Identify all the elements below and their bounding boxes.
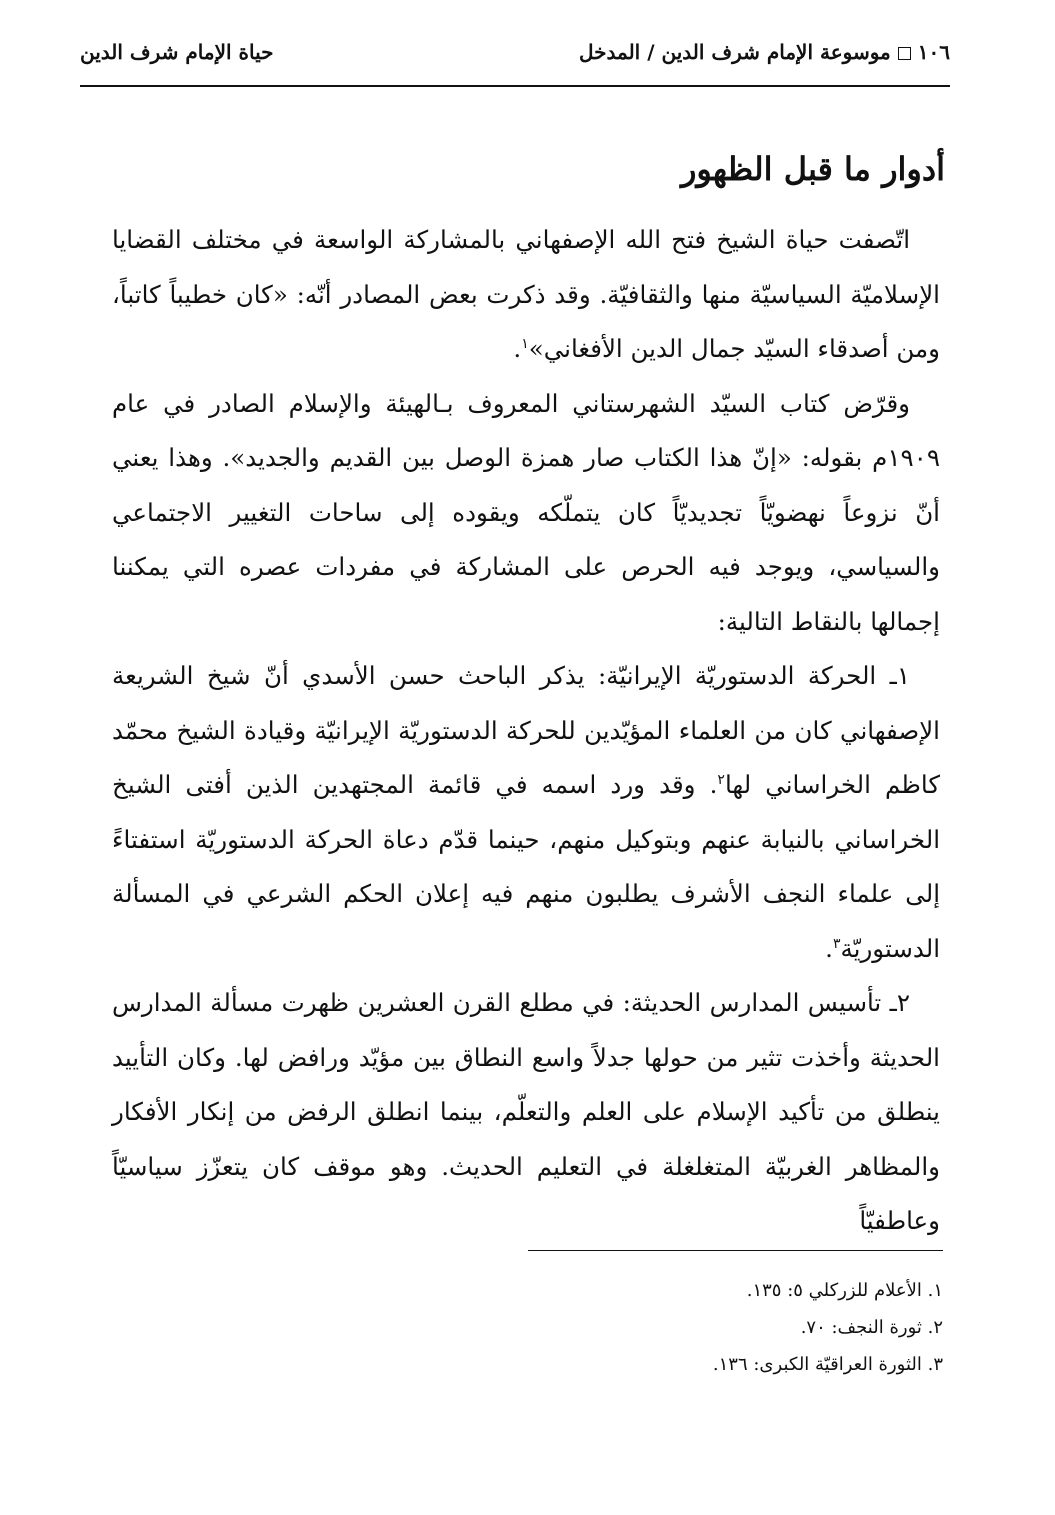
footnote-2: ٢. ثورة النجف: ٧٠.: [800, 1317, 943, 1338]
paragraph-tail: .: [513, 334, 522, 363]
header-divider: [80, 85, 950, 87]
paragraph-text: ٢ـ تأسيس المدارس الحديثة: في مطلع القرن العشرين ظهرت مسألة المدارس الحديثة وأخذت تثير من حولها جدلاً واسع النطاق بين مؤيّد ورافض لها. وكان التأييد ينطلق من تأكيد الإسلام على العلم والتعلّم، بينما انطلق الرفض من إنكار الأفكار والمظاهر الغربيّة المتغلغلة في التعليم الحديث. وهو موقف كان يتعزّز سياسيّاً وعاطفيّاً: [112, 988, 940, 1235]
paragraph: [112, 976, 940, 1249]
page-header: [80, 40, 950, 80]
footnotes: [443, 1272, 943, 1383]
page-number: ١٠٦: [917, 40, 950, 64]
footnote-ref: ٣: [832, 935, 841, 952]
header-right: [579, 40, 950, 64]
paragraph-text: اتّصفت حياة الشيخ فتح الله الإصفهاني بالمشاركة الواسعة في مختلف القضايا الإسلاميّة السياسيّة منها والثقافيّة. وقد ذكرت بعض المصادر أنّه: «كان خطيباً كاتباً، ومن أصدقاء السيّد جمال الدين الأفغاني»: [112, 225, 940, 363]
footnote-divider: [528, 1250, 943, 1251]
paragraph: [112, 649, 940, 976]
section-title: أدوار ما قبل الظهور: [680, 150, 945, 188]
paragraph-text: وقرّض كتاب السيّد الشهرستاني المعروف بـالهيئة والإسلام الصادر في عام ١٩٠٩م بقوله: «إنّ هذا الكتاب صار همزة الوصل بين القديم والجديد». وهذا يعني أنّ نزوعاً نهضويّاً تجديديّاً كان يتملّكه ويقوده إلى ساحات التغيير الاجتماعي والسياسي، ويوجد فيه الحرص على المشاركة في مفردات عصره التي يمكننا إجمالها بالنقاط التالية:: [112, 388, 940, 636]
footnote-1: ١. الأعلام للزركلي ٥: ١٣٥.: [746, 1280, 943, 1301]
main-text: [112, 213, 940, 1249]
footnote-3: ٣. الثورة العراقيّة الكبرى: ١٣٦.: [712, 1354, 943, 1375]
paragraph: [112, 213, 940, 377]
square-ornament-icon: [898, 47, 911, 60]
footnote-ref: ١: [521, 335, 529, 352]
running-title: حياة الإمام شرف الدين: [80, 40, 274, 64]
paragraph: [112, 377, 940, 650]
book-section-title: موسوعة الإمام شرف الدين / المدخل: [579, 40, 891, 64]
paragraph-tail: . وقد ورد اسمه في قائمة المجتهدين الذين أفتى الشيخ الخراساني بالنيابة عنهم وبتوكيل منهم، حينما قدّم دعاة الحركة الدستوريّة استفتاءً إلى علماء النجف الأشرف يطلبون منهم فيه إعلان الحكم الشرعي في المسألة الدستوريّة: [112, 770, 940, 963]
paragraph-text: ١ـ الحركة الدستوريّة الإيرانيّة: يذكر الباحث حسن الأسدي أنّ شيخ الشريعة الإصفهاني كان من العلماء المؤيّدين للحركة الدستوريّة الإيرانيّة وقيادة الشيخ محمّد كاظم الخراساني لها: [112, 661, 940, 799]
footnote-ref: ٢: [717, 771, 725, 788]
paragraph-end: .: [825, 933, 833, 963]
